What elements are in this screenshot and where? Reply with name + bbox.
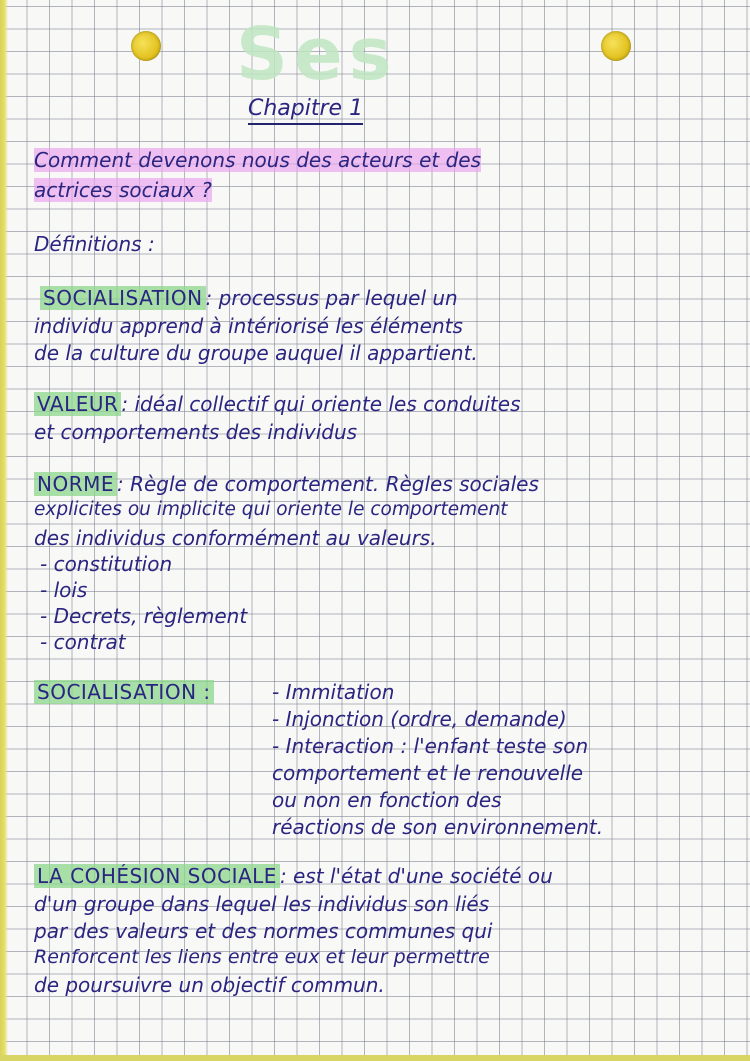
cohesion-def-line-2: d'un groupe dans lequel les individus son liés	[34, 892, 490, 916]
socialisation-mode-item: comportement et le renouvelle	[272, 761, 584, 785]
chapter-title: Chapitre 1	[248, 96, 363, 125]
norme-list-item: - Decrets, règlement	[40, 604, 248, 628]
socialisation-mode-item: - Immitation	[272, 680, 395, 704]
norme-list-item: - lois	[40, 578, 88, 602]
socialisation-def-line-3: de la culture du groupe auquel il appartient.	[34, 341, 478, 365]
socialisation-modes-label: SOCIALISATION :	[34, 680, 214, 704]
socialisation-mode-item: ou non en fonction des	[272, 788, 502, 812]
cohesion-term: LA COHÉSION SOCIALE	[34, 864, 280, 888]
question-line-1: Comment devenons nous des acteurs et des	[34, 148, 481, 172]
valeur-def-line-2: et comportements des individus	[34, 420, 358, 444]
cohesion-def-line-3: par des valeurs et des normes communes qui	[34, 919, 493, 943]
norme-list-item: - contrat	[40, 630, 126, 654]
socialisation-mode-item: réactions de son environnement.	[272, 815, 604, 839]
socialisation-mode-item: - Injonction (ordre, demande)	[272, 707, 567, 731]
valeur-term: VALEUR	[34, 392, 121, 416]
cohesion-def-line-4: Renforcent les liens entre eux et leur permettre	[34, 946, 490, 968]
subject-title: Ses	[236, 12, 398, 96]
cohesion-def-line-5: de poursuivre un objectif commun.	[34, 973, 385, 997]
socialisation-def-line-2: individu apprend à intériorisé les éléments	[34, 314, 463, 338]
socialisation-term: SOCIALISATION	[40, 286, 206, 310]
definitions-heading: Définitions :	[34, 232, 155, 256]
question-line-2: actrices sociaux ?	[34, 178, 212, 202]
binder-hole-right	[601, 31, 631, 61]
valeur-def-line-1: VALEUR : idéal collectif qui oriente les conduites	[34, 392, 521, 416]
norme-def-line-1: NORME : Règle de comportement. Règles sociales	[34, 472, 539, 496]
norme-def-line-2: explicites ou implicite qui oriente le comportement	[34, 499, 508, 520]
page-left-edge	[0, 0, 8, 1061]
page-bottom-edge	[0, 1055, 750, 1061]
socialisation-mode-item: - Interaction : l'enfant teste son	[272, 734, 589, 758]
socialisation-def-line-1: SOCIALISATION : processus par lequel un	[40, 286, 458, 310]
norme-def-line-3: des individus conformément au valeurs.	[34, 526, 437, 550]
binder-hole-left	[131, 31, 161, 61]
norme-term: NORME	[34, 472, 117, 496]
cohesion-def-line-1: LA COHÉSION SOCIALE : est l'état d'une société ou	[34, 864, 553, 888]
norme-list-item: - constitution	[40, 552, 173, 576]
